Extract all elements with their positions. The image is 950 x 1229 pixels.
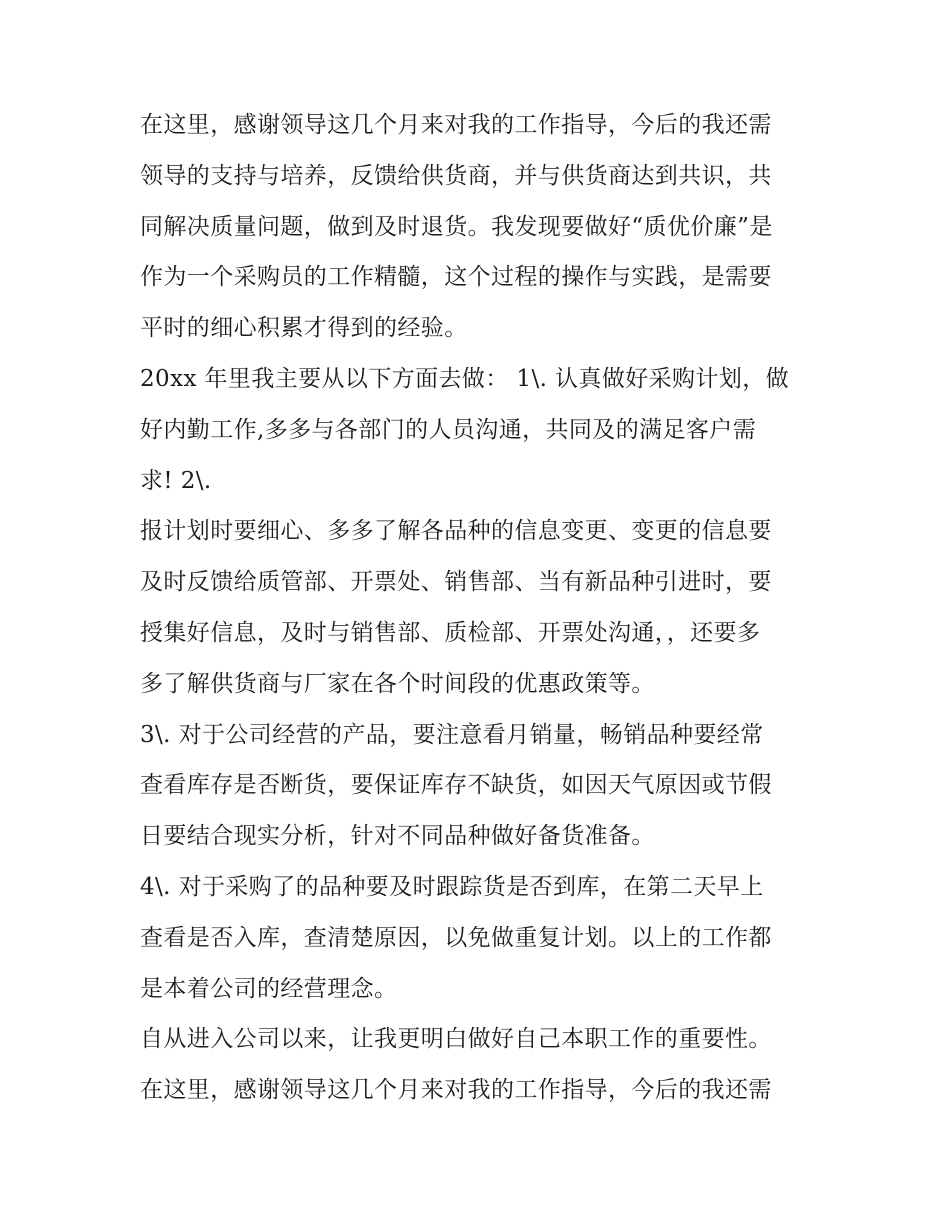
text-line: 4\. 对于采购了的品种要及时跟踪货是否到库，在第二天早上: [140, 873, 764, 900]
text-line: 好内勤工作,多多与各部门的人员沟通，共同及的满足客户需: [140, 416, 757, 443]
text-line: 3\. 对于公司经营的产品，要注意看月销量，畅销品种要经常: [140, 721, 764, 748]
text-line: 在这里，感谢领导这几个月来对我的工作指导，今后的我还需: [140, 1077, 772, 1104]
text-line: 授集好信息，及时与销售部、质检部、开票处沟通，，还要多: [140, 619, 761, 646]
text-line: 在这里，感谢领导这几个月来对我的工作指导，今后的我还需: [140, 112, 772, 138]
text-line: 查看库存是否断货，要保证库存不缺货，如因天气原因或节假: [140, 772, 772, 799]
text-line: 是本着公司的经营理念。: [140, 975, 398, 1002]
text-line: 领导的支持与培养，反馈给供货商，并与供货商达到共识，共: [140, 162, 772, 189]
text-line: 日要结合现实分析，针对不同品种做好备货准备。: [140, 823, 655, 850]
text-line: 20xx 年里我主要从以下方面去做： 1\. 认真做好采购计划，做: [140, 365, 790, 392]
document-body: [140, 100, 815, 1116]
text-line: 平时的细心积累才得到的经验。: [140, 315, 468, 342]
text-line: 报计划时要细心、多多了解各品种的信息变更、变更的信息要: [140, 518, 772, 545]
text-line: 多了解供货商与厂家在各个时间段的优惠政策等。: [140, 670, 655, 697]
text-line: 同解决质量问题，做到及时退货。我发现要做好“质优价廉”是: [140, 213, 773, 240]
text-line: 求! 2\.: [140, 467, 212, 494]
text-line: 自从进入公司以来，让我更明白做好自己本职工作的重要性。: [140, 1026, 772, 1053]
text-line: 查看是否入库，查清楚原因，以免做重复计划。以上的工作都: [140, 924, 772, 951]
text-line: 作为一个采购员的工作精髓，这个过程的操作与实践，是需要: [140, 264, 772, 291]
text-line: 及时反馈给质管部、开票处、销售部、当有新品种引进时，要: [140, 569, 772, 596]
